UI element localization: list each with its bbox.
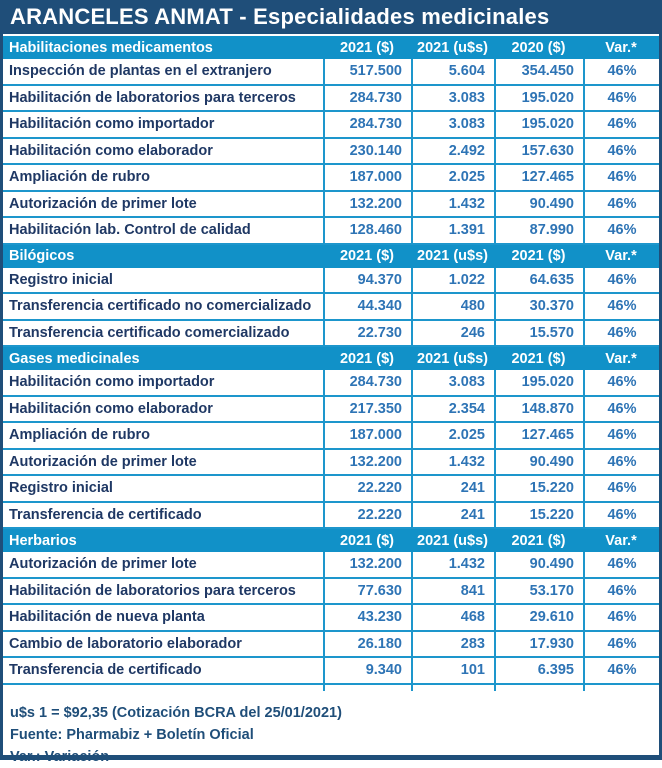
row-label: Habilitación como importador xyxy=(9,116,215,133)
table-row xyxy=(3,450,659,477)
table-row xyxy=(3,268,659,295)
row-label: Transferencia de certificado xyxy=(9,506,202,523)
cell-value: 46% xyxy=(583,503,659,528)
cell-value: 46% xyxy=(583,397,659,422)
cell-value: 241 xyxy=(411,476,494,501)
cell-value: 841 xyxy=(411,579,494,604)
cell-value: 517.500 xyxy=(323,59,411,84)
row-label: Habilitación de laboratorios para terceros xyxy=(9,582,296,599)
table-row xyxy=(3,579,659,606)
table-row xyxy=(3,321,659,348)
table-row xyxy=(3,423,659,450)
table-row xyxy=(3,59,659,86)
section-header-row xyxy=(3,36,659,59)
cell-value: 46% xyxy=(583,294,659,319)
cell-value: 284.730 xyxy=(323,86,411,111)
cell-value: 46% xyxy=(583,268,659,293)
cell-value: 480 xyxy=(411,294,494,319)
footer-notes xyxy=(3,691,659,768)
cell-value: 217.350 xyxy=(323,397,411,422)
row-label: Habilitación como importador xyxy=(9,374,215,391)
table-row xyxy=(3,192,659,219)
column-header-3: 2021 ($) xyxy=(511,248,566,264)
cell-value: 3.083 xyxy=(411,370,494,395)
table-row xyxy=(3,632,659,659)
table-row xyxy=(3,658,659,685)
cell-value: 195.020 xyxy=(494,86,583,111)
column-header-1: 2021 ($) xyxy=(339,248,394,264)
column-header-4: Var.* xyxy=(605,532,637,549)
footer-note-source: Fuente: Pharmabiz + Boletín Oficial xyxy=(10,726,254,743)
cell-value: 53.170 xyxy=(494,579,583,604)
table-row xyxy=(3,86,659,113)
cell-value: 46% xyxy=(583,658,659,683)
section-name: Herbarios xyxy=(9,532,77,549)
section-header-row xyxy=(3,347,659,370)
cell-value: 128.460 xyxy=(323,218,411,243)
row-label: Ampliación de rubro xyxy=(9,427,150,444)
cell-value: 90.490 xyxy=(494,450,583,475)
cell-value: 90.490 xyxy=(494,552,583,577)
column-header-3: 2020 ($) xyxy=(511,39,566,56)
cell-value: 187.000 xyxy=(323,165,411,190)
cell-value: 132.200 xyxy=(323,450,411,475)
cell-value: 127.465 xyxy=(494,423,583,448)
cell-value: 6.395 xyxy=(494,658,583,683)
cell-value: 1.432 xyxy=(411,552,494,577)
table-row xyxy=(3,503,659,530)
cell-value: 132.200 xyxy=(323,552,411,577)
cell-value: 284.730 xyxy=(323,112,411,137)
table-row xyxy=(3,218,659,245)
cell-value: 46% xyxy=(583,112,659,137)
cell-value: 2.025 xyxy=(411,165,494,190)
cell-value: 46% xyxy=(583,450,659,475)
column-header-2: 2021 (u$s) xyxy=(417,39,488,56)
cell-value: 46% xyxy=(583,605,659,630)
cell-value: 29.610 xyxy=(494,605,583,630)
row-label: Habilitación de laboratorios para terceros xyxy=(9,89,296,106)
cell-value: 5.604 xyxy=(411,59,494,84)
column-header-1: 2021 ($) xyxy=(339,350,394,367)
cell-value: 101 xyxy=(411,658,494,683)
cell-value: 195.020 xyxy=(494,112,583,137)
table-row xyxy=(3,397,659,424)
cell-value: 46% xyxy=(583,165,659,190)
row-label: Habilitación como elaborador xyxy=(9,142,213,159)
cell-value: 187.000 xyxy=(323,423,411,448)
cell-value: 148.870 xyxy=(494,397,583,422)
row-label: Habilitación como elaborador xyxy=(9,400,213,417)
cell-value: 22.220 xyxy=(323,476,411,501)
table-row xyxy=(3,112,659,139)
section-header-row xyxy=(3,529,659,552)
row-label: Transferencia de certificado xyxy=(9,662,202,679)
cell-value: 1.432 xyxy=(411,192,494,217)
row-label: Transferencia certificado comercializado xyxy=(9,324,290,341)
table-row xyxy=(3,552,659,579)
table-row xyxy=(3,605,659,632)
cell-value: 46% xyxy=(583,632,659,657)
table-row xyxy=(3,139,659,166)
table-row xyxy=(3,370,659,397)
cell-value: 26.180 xyxy=(323,632,411,657)
cell-value: 46% xyxy=(583,552,659,577)
column-header-2: 2021 (u$s) xyxy=(417,350,488,367)
section-header-row xyxy=(3,245,659,268)
table-row xyxy=(3,476,659,503)
cell-value: 15.220 xyxy=(494,503,583,528)
cell-value: 2.025 xyxy=(411,423,494,448)
row-label: Autorización de primer lote xyxy=(9,195,197,212)
cell-value: 46% xyxy=(583,86,659,111)
cell-value: 15.220 xyxy=(494,476,583,501)
row-label: Habilitación lab. Control de calidad xyxy=(9,222,251,239)
cell-value: 1.432 xyxy=(411,450,494,475)
column-header-2: 2021 (u$s) xyxy=(417,248,488,264)
section-name: Habilitaciones medicamentos xyxy=(9,39,213,56)
cell-value: 354.450 xyxy=(494,59,583,84)
footer-note-var-legend: Var.: Variación xyxy=(10,748,110,765)
cell-value: 46% xyxy=(583,218,659,243)
cell-value: 230.140 xyxy=(323,139,411,164)
cell-value: 22.730 xyxy=(323,321,411,346)
footer-note-exchange-rate: u$s 1 = $92,35 (Cotización BCRA del 25/01/2021) xyxy=(10,704,342,721)
page-title: ARANCELES ANMAT - Especialidades medicinales xyxy=(3,0,659,34)
cell-value: 46% xyxy=(583,579,659,604)
section-name: Bilógicos xyxy=(9,248,75,264)
cell-value: 468 xyxy=(411,605,494,630)
row-label: Ampliación de rubro xyxy=(9,169,150,186)
cell-value: 1.391 xyxy=(411,218,494,243)
cell-value: 43.230 xyxy=(323,605,411,630)
column-header-4: Var.* xyxy=(605,350,637,367)
row-label: Inspección de plantas en el extranjero xyxy=(9,63,272,80)
cell-value: 94.370 xyxy=(323,268,411,293)
cell-value: 132.200 xyxy=(323,192,411,217)
cell-value: 44.340 xyxy=(323,294,411,319)
cell-value: 46% xyxy=(583,321,659,346)
table-row xyxy=(3,165,659,192)
row-label: Cambio de laboratorio elaborador xyxy=(9,635,242,652)
cell-value: 195.020 xyxy=(494,370,583,395)
cell-value: 246 xyxy=(411,321,494,346)
row-label: Habilitación de nueva planta xyxy=(9,609,205,626)
column-header-4: Var.* xyxy=(605,248,637,264)
column-header-3: 2021 ($) xyxy=(511,532,566,549)
cell-value: 17.930 xyxy=(494,632,583,657)
cell-value: 77.630 xyxy=(323,579,411,604)
cell-value: 46% xyxy=(583,59,659,84)
column-header-1: 2021 ($) xyxy=(339,532,394,549)
cell-value: 241 xyxy=(411,503,494,528)
column-header-2: 2021 (u$s) xyxy=(417,532,488,549)
cell-value: 2.492 xyxy=(411,139,494,164)
row-label: Autorización de primer lote xyxy=(9,453,197,470)
row-label: Registro inicial xyxy=(9,271,113,288)
cell-value: 46% xyxy=(583,139,659,164)
cell-value: 46% xyxy=(583,423,659,448)
cell-value: 9.340 xyxy=(323,658,411,683)
cell-value: 30.370 xyxy=(494,294,583,319)
cell-value: 127.465 xyxy=(494,165,583,190)
cell-value: 1.022 xyxy=(411,268,494,293)
cell-value: 3.083 xyxy=(411,86,494,111)
table-body xyxy=(3,36,659,685)
cell-value: 64.635 xyxy=(494,268,583,293)
column-header-3: 2021 ($) xyxy=(511,350,566,367)
section-name: Gases medicinales xyxy=(9,350,140,367)
cell-value: 2.354 xyxy=(411,397,494,422)
column-header-1: 2021 ($) xyxy=(339,39,394,56)
cell-value: 283 xyxy=(411,632,494,657)
cell-value: 90.490 xyxy=(494,192,583,217)
row-label: Transferencia certificado no comercializado xyxy=(9,298,312,315)
row-label: Registro inicial xyxy=(9,480,113,497)
cell-value: 87.990 xyxy=(494,218,583,243)
cell-value: 3.083 xyxy=(411,112,494,137)
cell-value: 46% xyxy=(583,192,659,217)
row-label: Autorización de primer lote xyxy=(9,556,197,573)
cell-value: 284.730 xyxy=(323,370,411,395)
cell-value: 46% xyxy=(583,476,659,501)
column-header-4: Var.* xyxy=(605,39,637,56)
table-row xyxy=(3,294,659,321)
cell-value: 157.630 xyxy=(494,139,583,164)
cell-value: 15.570 xyxy=(494,321,583,346)
cell-value: 22.220 xyxy=(323,503,411,528)
cell-value: 46% xyxy=(583,370,659,395)
